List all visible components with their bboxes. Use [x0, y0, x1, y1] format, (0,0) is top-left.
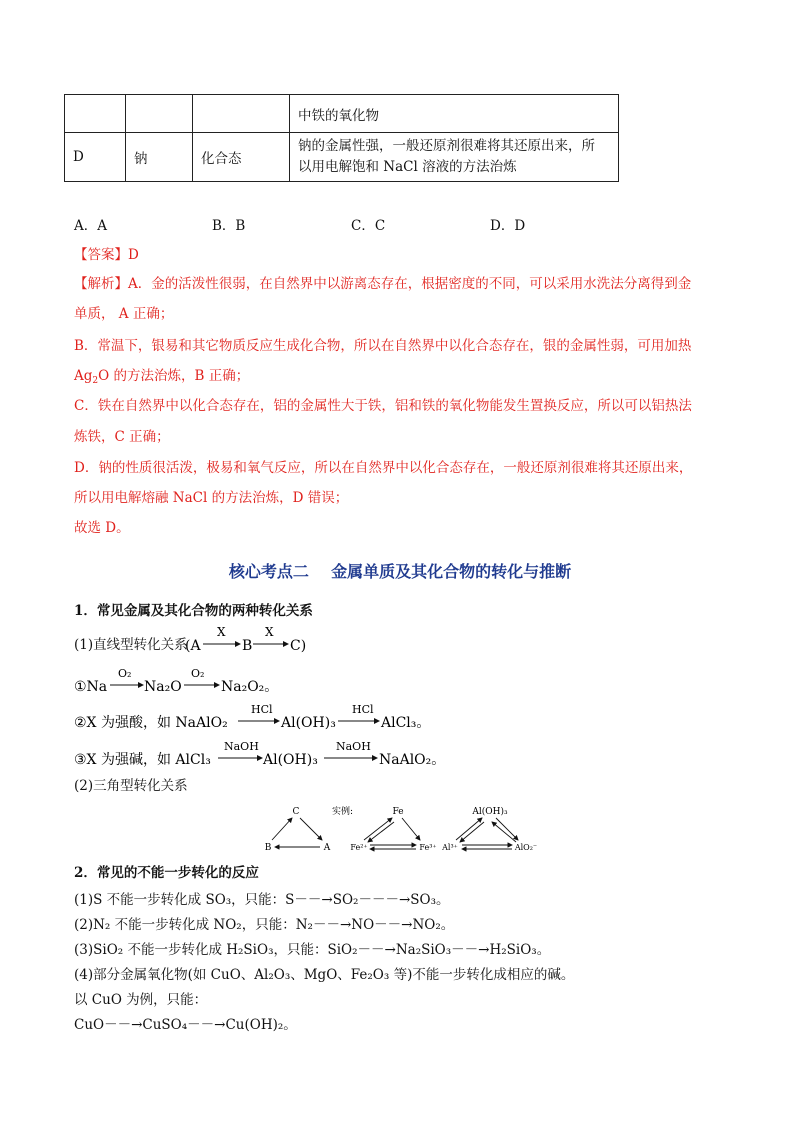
arrow-head [235, 641, 241, 647]
tri-right: Fe³⁺ [419, 843, 437, 852]
arrow-label: O₂ [191, 667, 205, 680]
part2-line6: CuO－－→CuSO₄－－→Cu(OH)₂。 [74, 1017, 297, 1033]
analysis-label: 【解析】 [74, 276, 128, 292]
linear-label: (1)直线型转化关系 [74, 637, 188, 653]
tri-right: A [323, 843, 331, 853]
analysis-c-line2: 炼铁，C 正确； [74, 429, 170, 445]
arrow-label: HCl [352, 703, 374, 716]
tri-right: AlO₂⁻ [514, 843, 538, 852]
chain-end: NaAlO₂。 [379, 752, 446, 768]
part2-line5: 以 CuO 为例，只能： [74, 992, 208, 1008]
analysis-text: A．金的活泼性很弱，在自然界中以游离态存在，根据密度的不同，可以采用水洗法分离得到金 [128, 276, 692, 292]
option-d: D．D [490, 218, 526, 234]
section-title: 核心考点二 金属单质及其化合物的转化与推断 [228, 562, 572, 581]
chain-mid: Al(OH)₃ [263, 752, 318, 768]
chain-start: ③X 为强碱，如 AlCl₃ [74, 752, 211, 768]
table-cell [126, 95, 193, 133]
node-b: B [242, 638, 253, 654]
part2-line2: (2)N₂ 不能一步转化成 NO₂，只能：N₂－－→NO－－→NO₂。 [74, 917, 455, 933]
table-cell: 化合态 [193, 133, 290, 182]
analysis-b-line2 [74, 366, 249, 391]
triangle-label: (2)三角型转化关系 [74, 778, 188, 794]
tri-top: Fe [392, 807, 404, 817]
option-c: C．C [351, 218, 386, 234]
analysis-a-line1 [74, 274, 691, 294]
analysis-a-line2: 单质， A 正确； [74, 306, 174, 322]
part1-heading: 1．常见金属及其化合物的两种转化关系 [74, 603, 313, 619]
example-1-chain [74, 664, 314, 698]
triangle-generic [265, 807, 331, 853]
part2-line4: (4)部分金属氧化物(如 CuO、Al₂O₃、MgO、Fe₂O₃ 等)不能一步转化成相应的碱。 [74, 967, 575, 983]
arrow-label: NaOH [224, 740, 259, 753]
arrow-head [372, 755, 378, 761]
table-cell [290, 133, 619, 182]
arrow-label: X [265, 625, 274, 639]
table-cell: D [65, 133, 126, 182]
option-b: B．B [212, 218, 246, 234]
example-3-chain [74, 737, 494, 771]
example-label: 实例: [332, 807, 354, 817]
tri-left: Al³⁺ [442, 843, 458, 852]
arrow-label: O₂ [118, 667, 132, 680]
tri-top: Al(OH)₃ [472, 807, 508, 817]
node-a: (A [185, 638, 201, 654]
chain-mid: Na₂O [144, 679, 182, 695]
formula-part: Ag [74, 368, 93, 384]
table-cell: 中铁的氧化物 [290, 95, 619, 133]
arrow-head [374, 718, 380, 724]
arrow-label: X [217, 625, 226, 639]
tri-top: C [292, 807, 300, 817]
answer: 【答案】D [74, 247, 139, 263]
table-cell: 钠 [126, 133, 193, 182]
cell-line: 钠的金属性强，一般还原剂很难将其还原出来，所 [298, 138, 595, 154]
arrow-head [283, 641, 289, 647]
arrow-head [214, 682, 220, 688]
arrow-label: HCl [251, 703, 273, 716]
example-2-chain [74, 700, 474, 734]
analysis-c-line1: C．铁在自然界中以化合态存在，铝的金属性大于铁，铝和铁的氧化物能发生置换反应，所以可以铝热法 [74, 398, 692, 414]
comparison-table [64, 94, 619, 182]
formula-subscript: 2 [92, 376, 99, 386]
tri-left: B [264, 843, 272, 853]
table-cell [65, 95, 126, 133]
table-row [65, 133, 619, 182]
formula-part: O 的方法治炼，B 正确； [98, 368, 250, 384]
option-a: A．A [74, 218, 107, 234]
chain-start: ①Na [74, 679, 108, 695]
part2-line3: (3)SiO₂ 不能一步转化成 H₂SiO₃，只能：SiO₂－－→Na₂SiO₃－－→H₂SiO₃。 [74, 942, 551, 958]
triangle-diagrams [260, 800, 550, 856]
part2-line1: (1)S 不能一步转化成 SO₃，只能：S－－→SO₂－－－→SO₃。 [74, 892, 450, 908]
chain-end: Na₂O₂。 [221, 679, 279, 695]
chain-mid: Al(OH)₃ [281, 715, 336, 731]
analysis-conclusion: 故选 D。 [74, 520, 130, 536]
linear-chain-diagram [185, 624, 315, 656]
part2-heading: 2．常见的不能一步转化的反应 [74, 865, 259, 881]
analysis-d-line2: 所以用电解熔融 NaCl 的方法治炼，D 错误； [74, 490, 349, 506]
analysis-d-line1: D．钠的性质很活泼，极易和氧气反应，所以在自然界中以化合态存在，一般还原剂很难将其还原出来， [74, 460, 693, 476]
arrow-head [274, 718, 280, 724]
triangle-aluminium [441, 806, 537, 852]
node-c: C) [290, 638, 307, 654]
chain-start: ②X 为强酸，如 NaAlO₂ [74, 715, 228, 731]
arrow-label: NaOH [336, 740, 371, 753]
cell-line: 以用电解饱和 NaCl 溶液的方法治炼 [298, 159, 517, 175]
table-cell [193, 95, 290, 133]
table-row [65, 95, 619, 133]
triangle-iron [350, 807, 436, 852]
tri-left: Fe²⁺ [350, 843, 368, 852]
chain-end: AlCl₃。 [381, 715, 431, 731]
analysis-b-line1: B．常温下，银易和其它物质反应生成化合物，所以在自然界中以化合态存在，银的金属性弱，可用加热 [74, 338, 692, 354]
